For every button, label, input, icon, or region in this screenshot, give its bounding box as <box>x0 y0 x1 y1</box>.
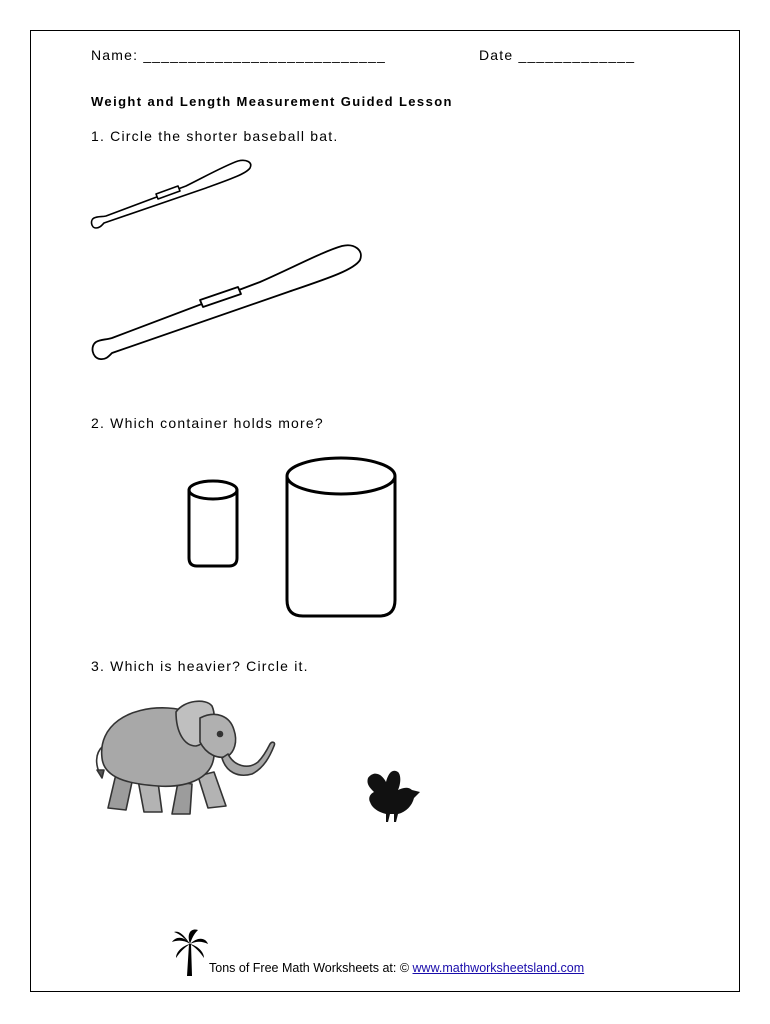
elephant-image <box>88 696 278 826</box>
footer-text: Tons of Free Math Worksheets at: © <box>209 961 413 975</box>
large-container-image <box>283 455 403 620</box>
long-baseball-bat-image <box>88 242 366 366</box>
date-field-label: Date _____________ <box>479 47 636 63</box>
question-1-text: 1. Circle the shorter baseball bat. <box>91 128 339 144</box>
worksheet-title: Weight and Length Measurement Guided Lesson <box>91 94 453 109</box>
palm-tree-icon <box>170 928 210 978</box>
small-container-image <box>184 478 244 570</box>
question-3-text: 3. Which is heavier? Circle it. <box>91 658 309 674</box>
bird-image <box>364 768 430 826</box>
footer-credit <box>209 961 584 975</box>
footer-website-link[interactable]: www.mathworksheetsland.com <box>412 961 585 975</box>
short-baseball-bat-image <box>88 158 258 236</box>
name-field-label: Name: ___________________________ <box>91 47 386 63</box>
question-2-text: 2. Which container holds more? <box>91 415 324 431</box>
